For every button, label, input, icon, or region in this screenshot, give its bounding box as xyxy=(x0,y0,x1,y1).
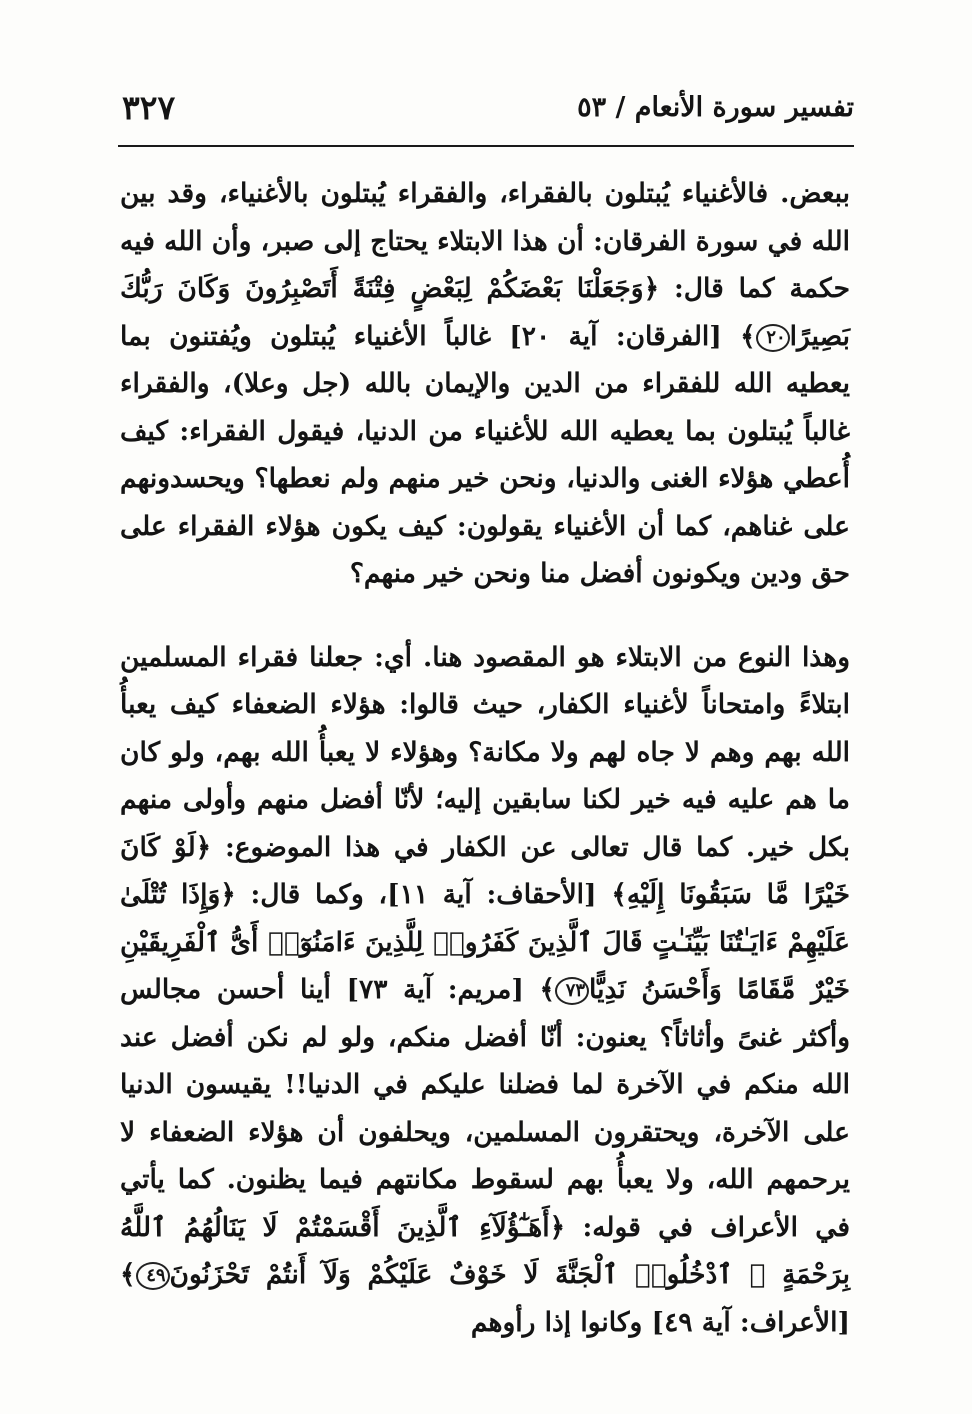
page-header xyxy=(118,88,854,146)
quran-quote: وَإِذَا تُتْلَىٰ عَلَيْهِمْ ءَايَـٰتُنَا بَيِّنَـٰتٍ قَالَ ٱلَّذِينَ كَفَرُوا۟ لِلَّذِينَ ءَامَنُوٓا۟ أَىُّ ٱلْفَرِيقَيْنِ خَيْرٌ مَّقَامًا وَأَحْسَنُ نَدِيًّا xyxy=(120,879,850,1005)
ayah-number-marker: ٤٩ xyxy=(136,1262,170,1290)
quran-quote: وَجَعَلْنَا بَعْضَكُمْ لِبَعْضٍ فِتْنَةً أَتَصْبِرُونَ وَكَانَ رَبُّكَ بَصِيرًا xyxy=(120,273,850,352)
quran-open-bracket: ﴿ xyxy=(195,831,212,863)
body-text-run: [مريم: آية ٧٣] أينا أحسن مجالس وأكثر غنىً وأثاثاً؟ يعنون: أنّا أفضل منكم، ولو لم نكن أفضل عند الله منكم في الآخرة لما فضلنا عليكم في الدنيا!! يقيسون الدنيا على الآخرة، ويحتقرون المسلمين، ويحلفون أن هؤلاء الضعفاء لا يرحمهم الله، ولا يعبأُ بهم لسقوط مكانتهم فيما يظنون. كما يأتي في الأعراف في قوله: xyxy=(120,974,851,1243)
paragraph xyxy=(120,634,850,1347)
quran-open-bracket: ﴿ xyxy=(220,879,236,910)
body-text-run: وهذا النوع من الابتلاء هو المقصود هنا. أي: جعلنا فقراء المسلمين ابتلاءً وامتحاناً لأغنياء الكفار، حيث قالوا: هؤلاء الضعفاء كيف يعبأُ الله بهم وهم لا جاه لهم ولا مكانة؟ وهؤلاء لا يعبأُ الله بهم، ولو كان ما هم عليه فيه خير لكنا سابقين إليه؛ لأنّا أفضل منهم وأولى منهم بكل خير. كما قال تعالى عن الكفار في هذا الموضوع: xyxy=(120,641,850,863)
quran-close-bracket: ﴾ xyxy=(611,879,627,910)
body-text-run: ببعض. فالأغنياء يُبتلون بالفقراء، والفقراء يُبتلون بالأغنياء، وقد بين الله في سورة الفرقان: أن هذا الابتلاء يحتاج إلى صبر، وأن الله فيه حكمة كما قال: xyxy=(120,178,850,304)
ayah-number-marker: ٢٠ xyxy=(756,324,790,352)
quran-quote: لَوْ كَانَ خَيْرًا مَّا سَبَقُونَا إِلَيْهِ xyxy=(120,831,850,910)
body-text-run: [الأحقاف: آية ١١]، وكما قال: xyxy=(235,879,612,910)
quran-close-bracket: ﴾ xyxy=(120,1259,136,1290)
quran-open-bracket: ﴿ xyxy=(549,1211,566,1243)
body-text-run: [الأعراف: آية ٤٩] وكانوا إذا رأوهم xyxy=(470,1306,850,1338)
running-title: تفسير سورة الأنعام / ٥٣ xyxy=(577,92,854,123)
page-number: ٣٢٧ xyxy=(122,88,176,127)
paragraph xyxy=(120,170,850,598)
quran-close-bracket: ﴾ xyxy=(539,974,556,1005)
quran-quote: أَهَـٰٓؤُلَآءِ ٱلَّذِينَ أَقْسَمْتُمْ لَا يَنَالُهُمُ ٱللَّهُ بِرَحْمَةٍ ۚ ٱدْخُلُوا۟ ٱلْجَنَّةَ لَا خَوْفٌ عَلَيْكُمْ وَلَآ أَنتُمْ تَحْزَنُونَ xyxy=(120,1211,850,1290)
body-text xyxy=(120,170,850,1346)
header-rule xyxy=(118,145,854,147)
quran-close-bracket: ﴾ xyxy=(740,320,756,352)
ayah-number-marker: ٧٣ xyxy=(555,977,589,1005)
body-text-run: [الفرقان: آية ٢٠] غالباً الأغنياء يُبتلون ويُفتنون بما يعطيه الله للفقراء من الدين والإيمان بالله (جل وعلا)، والفقراء غالباً يُبتلون بما يعطيه الله للأغنياء من الدنيا، فيقول الفقراء: كيف أُعطي هؤلاء الغنى والدنيا، ونحن خير منهم ولم نعطها؟ ويحسدونهم على غناهم، كما أن الأغنياء يقولون: كيف يكون هؤلاء الفقراء على حق ودين ويكونون أفضل منا ونحن خير منهم؟ xyxy=(120,320,850,589)
quran-open-bracket: ﴿ xyxy=(643,273,660,304)
